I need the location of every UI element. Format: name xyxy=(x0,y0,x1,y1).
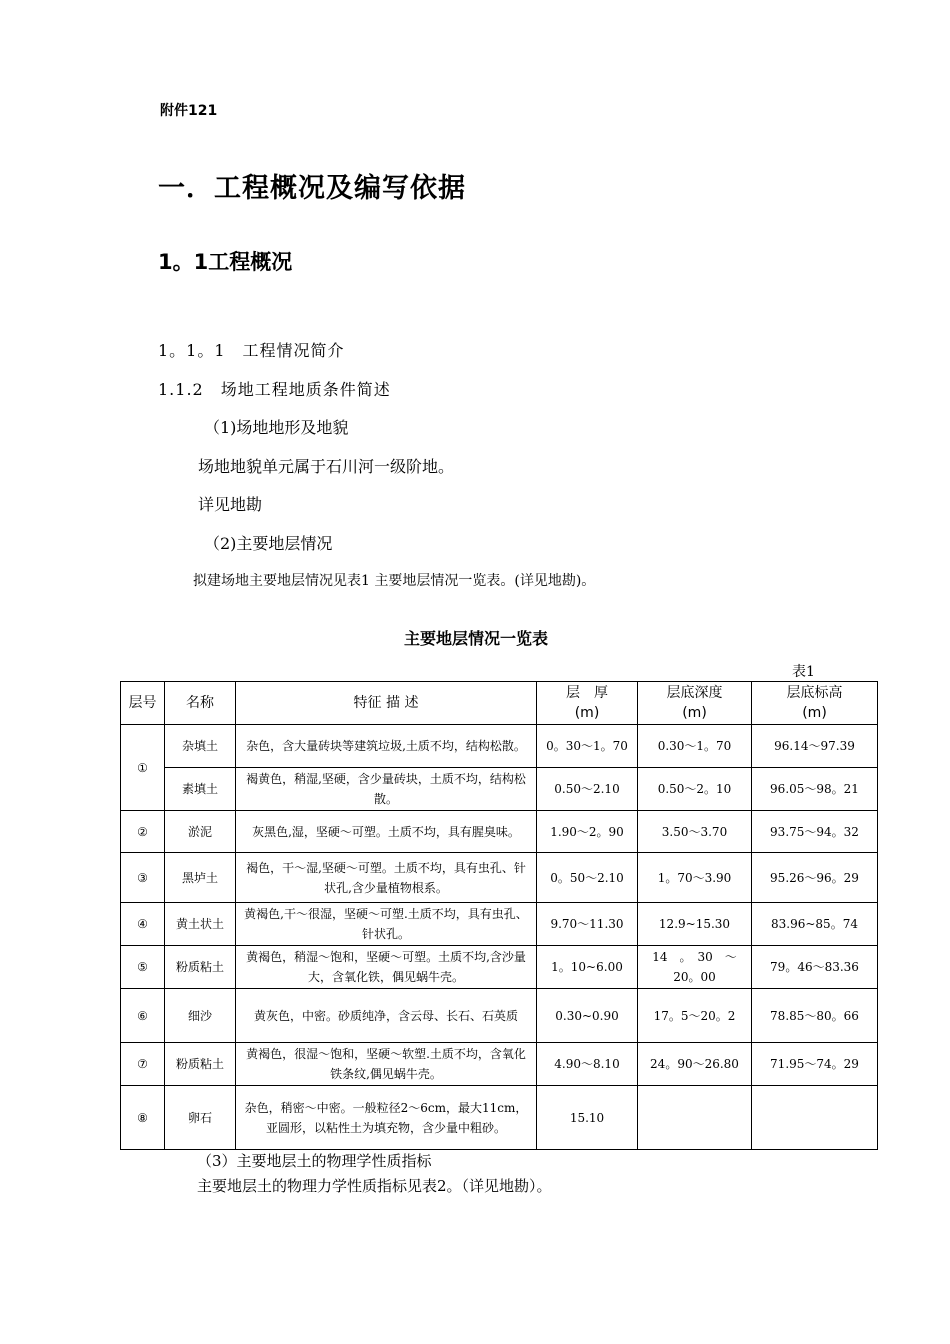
cell-layer: ⑥ xyxy=(121,989,165,1043)
cell-layer: ⑧ xyxy=(121,1086,165,1150)
table-row xyxy=(121,811,878,853)
paragraph-physical-heading: （3）主要地层土的物理学性质指标 xyxy=(197,1152,432,1170)
cell-elevation: 96.14～97.39 xyxy=(752,725,878,768)
cell-name: 淤泥 xyxy=(165,811,236,853)
cell-name: 粉质粘土 xyxy=(165,946,236,989)
cell-elevation: 79。46～83.36 xyxy=(752,946,878,989)
cell-depth: 1。70～3.90 xyxy=(638,853,752,903)
cell-depth: 12.9~15.30 xyxy=(638,903,752,946)
cell-thickness: 15.10 xyxy=(537,1086,638,1150)
attachment-label: 附件121 xyxy=(160,103,218,119)
subsection-heading: 1。1工程概况 xyxy=(158,250,293,274)
header-elevation-label: 层底标高 xyxy=(786,685,843,701)
table-title: 主要地层情况一览表 xyxy=(404,629,549,648)
cell-name: 黑垆土 xyxy=(165,853,236,903)
cell-desc: 杂色，稍密～中密。一般粒径2～6cm，最大11cm，亚圆形，以粘性土为填充物，含少量中粗砂。 xyxy=(236,1086,537,1150)
table-row xyxy=(121,1043,878,1086)
cell-depth: 24。90～26.80 xyxy=(638,1043,752,1086)
table-header-row xyxy=(121,682,878,725)
paragraph-terrain-heading: （1)场地地形及地貌 xyxy=(204,418,349,437)
cell-thickness: 0.50～2.10 xyxy=(537,768,638,811)
paragraph-physical-text: 主要地层土的物理力学性质指标见表2。（详见地勘）。 xyxy=(197,1177,552,1195)
cell-name: 卵石 xyxy=(165,1086,236,1150)
table-row xyxy=(121,853,878,903)
cell-thickness: 0。30～1。70 xyxy=(537,725,638,768)
header-thickness xyxy=(537,682,638,725)
cell-thickness: 1.90～2。90 xyxy=(537,811,638,853)
header-depth xyxy=(638,682,752,725)
cell-desc: 杂色，含大量砖块等建筑垃圾,土质不均，结构松散。 xyxy=(236,725,537,768)
header-thickness-label: 层 厚 xyxy=(566,685,608,701)
cell-depth: 17。5～20。2 xyxy=(638,989,752,1043)
cell-name: 黄土状土 xyxy=(165,903,236,946)
header-thickness-unit: (m) xyxy=(574,705,600,721)
table-number: 表1 xyxy=(792,664,815,680)
cell-elevation: 96.05～98。21 xyxy=(752,768,878,811)
header-depth-unit: (m) xyxy=(682,705,707,721)
cell-depth xyxy=(638,1086,752,1150)
cell-depth: 3.50～3.70 xyxy=(638,811,752,853)
table-row xyxy=(121,903,878,946)
paragraph-1-1-2: 1.1.2 场地工程地质条件简述 xyxy=(158,380,391,399)
header-desc: 特征 描 述 xyxy=(236,682,537,725)
cell-thickness: 0。50～2.10 xyxy=(537,853,638,903)
paragraph-strata-text: 拟建场地主要地层情况见表1 主要地层情况一览表。(详见地勘)。 xyxy=(193,573,596,589)
cell-layer: ① xyxy=(121,725,165,811)
header-layer: 层号 xyxy=(121,682,165,725)
paragraph-terrain-text: 场地地貌单元属于石川河一级阶地。 xyxy=(198,457,455,476)
cell-desc: 灰黑色,湿，坚硬～可塑。土质不均，具有腥臭味。 xyxy=(236,811,537,853)
cell-desc: 褐色，干～湿,坚硬～可塑。土质不均，具有虫孔、针状孔,含少量植物根系。 xyxy=(236,853,537,903)
table-row xyxy=(121,768,878,811)
cell-thickness: 0.30~0.90 xyxy=(537,989,638,1043)
header-elevation-unit: (m) xyxy=(802,705,827,721)
cell-desc: 黄褐色，很湿～饱和，坚硬～软塑.土质不均，含氧化铁条纹,偶见蜗牛壳。 xyxy=(236,1043,537,1086)
cell-thickness: 1。10~6.00 xyxy=(537,946,638,989)
cell-name: 素填土 xyxy=(165,768,236,811)
header-name: 名称 xyxy=(165,682,236,725)
table-row xyxy=(121,725,878,768)
table-row xyxy=(121,1086,878,1150)
cell-elevation: 83.96~85。74 xyxy=(752,903,878,946)
cell-name: 杂填土 xyxy=(165,725,236,768)
paragraph-strata-heading: （2)主要地层情况 xyxy=(204,534,333,553)
cell-desc: 褐黄色，稍湿,坚硬，含少量砖块，土质不均，结构松散。 xyxy=(236,768,537,811)
cell-layer: ② xyxy=(121,811,165,853)
cell-name: 粉质粘土 xyxy=(165,1043,236,1086)
table-row xyxy=(121,946,878,989)
cell-depth: 0.30～1。70 xyxy=(638,725,752,768)
cell-elevation: 93.75～94。32 xyxy=(752,811,878,853)
cell-thickness: 4.90～8.10 xyxy=(537,1043,638,1086)
strata-table xyxy=(120,681,878,1150)
cell-layer: ③ xyxy=(121,853,165,903)
cell-elevation: 95.26～96。29 xyxy=(752,853,878,903)
paragraph-see-survey: 详见地勘 xyxy=(198,495,263,514)
table-row xyxy=(121,989,878,1043)
cell-layer: ⑦ xyxy=(121,1043,165,1086)
section-heading: 一．工程概况及编写依据 xyxy=(158,173,466,204)
cell-elevation xyxy=(752,1086,878,1150)
cell-name: 细沙 xyxy=(165,989,236,1043)
cell-depth: 0.50～2。10 xyxy=(638,768,752,811)
cell-desc: 黄褐色,干～很湿，坚硬～可塑.土质不均，具有虫孔、针状孔。 xyxy=(236,903,537,946)
cell-depth: 14 。 30 ～20。00 xyxy=(638,946,752,989)
cell-thickness: 9.70～11.30 xyxy=(537,903,638,946)
cell-desc: 黄褐色，稍湿～饱和，坚硬～可塑。土质不均,含沙量大，含氧化铁，偶见蜗牛壳。 xyxy=(236,946,537,989)
cell-elevation: 71.95～74。29 xyxy=(752,1043,878,1086)
paragraph-1-1-1: 1。1。1 工程情况简介 xyxy=(158,341,345,360)
cell-desc: 黄灰色，中密。砂质纯净，含云母、长石、石英质 xyxy=(236,989,537,1043)
cell-layer: ⑤ xyxy=(121,946,165,989)
cell-layer: ④ xyxy=(121,903,165,946)
header-elevation xyxy=(752,682,878,725)
cell-elevation: 78.85～80。66 xyxy=(752,989,878,1043)
header-depth-label: 层底深度 xyxy=(666,685,723,701)
